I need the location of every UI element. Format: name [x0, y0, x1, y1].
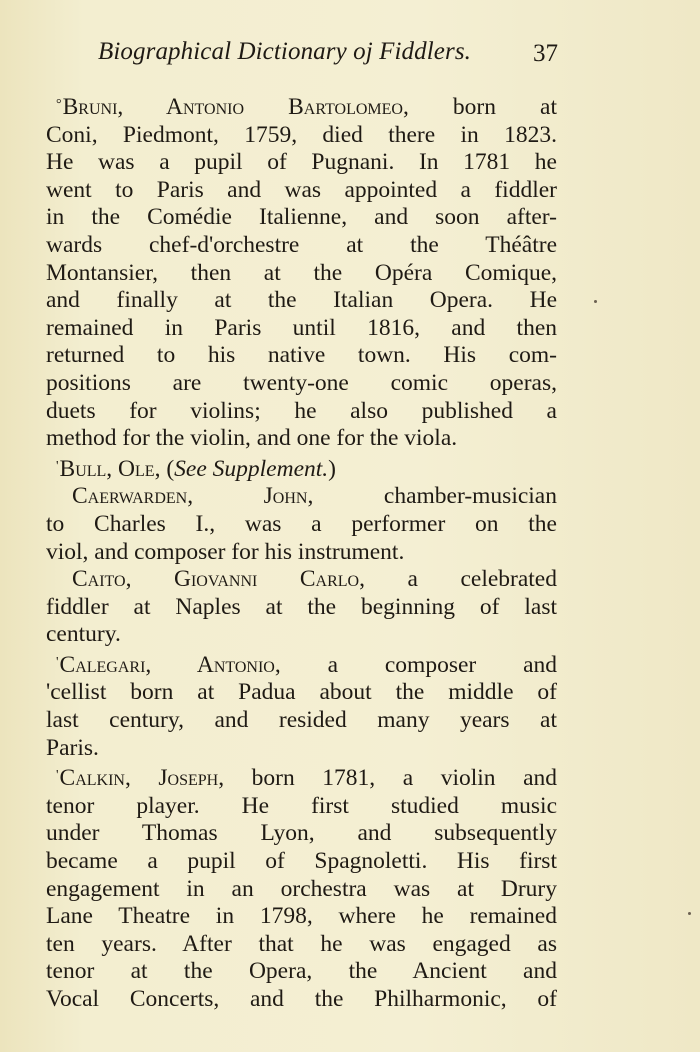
entry-line: duets for violins; he also published a [46, 397, 557, 424]
entry-line: century. [46, 621, 121, 648]
entry-line: returned to his native town. His com- [46, 342, 557, 369]
entry-mark: ° [56, 97, 62, 112]
entry-line: method for the violin, and one for the viola. [46, 425, 458, 452]
entry-line: became a pupil of Spagnoletti. His first [46, 848, 557, 875]
entry-mark: ' [56, 768, 59, 784]
entry-line: Lane Theatre in 1798, where he remained [46, 903, 557, 930]
entry-name-calkin: Calkin, Joseph, [59, 765, 225, 792]
entry-line: to Charles I., was a performer on the [46, 510, 557, 537]
entry-line: viol, and composer for his instrument. [46, 538, 405, 565]
entry-line: wards chef-d'orchestre at the Théâtre [46, 231, 557, 258]
entry-mark: ' [56, 458, 59, 474]
entry-line: engagement in an orchestra was at Drury [46, 875, 557, 902]
entry-line: 'cellist born at Padua about the middle of [46, 679, 557, 706]
entry-bull-line-1: 'Bull, Ole, (See Supplement.) [56, 455, 336, 482]
entry-name-caerwarden: Caerwarden, John, [72, 483, 314, 510]
entry-line: Paris. [46, 734, 99, 761]
entry-line: Coni, Piedmont, 1759, died there in 1823. [46, 121, 557, 148]
entry-line: fiddler at Naples at the beginning of last [46, 593, 557, 620]
entry-calkin-line-1: 'Calkin, Joseph, born 1781, a violin and [56, 765, 558, 792]
entry-line: remained in Paris until 1816, and then [46, 314, 557, 341]
page-header [98, 38, 558, 78]
entry-line: Vocal Concerts, and the Philharmonic, of [46, 986, 557, 1012]
entry-caito-line-1: Caito, Giovanni Carlo, a celebrated [72, 566, 557, 593]
entry-name-caito: Caito, Giovanni Carlo, [72, 566, 365, 593]
entry-calegari-line-1: 'Calegari, Antonio, a composer and [56, 651, 557, 678]
cross-reference: See Supplement. [174, 455, 329, 482]
entry-line: went to Paris and was appointed a fiddler [46, 176, 557, 203]
entry-line: tenor player. He first studied music [46, 792, 557, 819]
page-number: 37 [533, 40, 558, 67]
entry-line: and finally at the Italian Opera. He [46, 287, 557, 314]
dictionary-text [46, 91, 557, 1014]
entry-line: He was a pupil of Pugnani. In 1781 he [46, 149, 557, 176]
entry-line: in the Comédie Italienne, and soon after- [46, 204, 557, 231]
entry-line: last century, and resided many years at [46, 707, 557, 734]
entry-line: ten years. After that he was engaged as [46, 930, 557, 957]
entry-line: under Thomas Lyon, and subsequently [46, 820, 557, 847]
entry-name-calegari: Calegari, Antonio, [59, 651, 281, 678]
entry-mark: ' [56, 654, 59, 670]
entry-name-bull: Bull, Ole, [59, 455, 161, 482]
entry-line: Montansier, then at the Opéra Comique, [46, 259, 557, 286]
entry-line: positions are twenty-one comic operas, [46, 369, 557, 396]
paper-speck [594, 300, 597, 303]
running-title: Biographical Dictionary oj Fiddlers. [98, 38, 472, 65]
paper-speck [688, 912, 691, 915]
entry-line: tenor at the Opera, the Ancient and [46, 958, 557, 985]
entry-bruni-line-1: °Bruni, Antonio Bartolomeo, born at [56, 94, 557, 120]
entry-name-bruni: Bruni, Antonio Bartolomeo, [62, 94, 409, 120]
entry-caerwarden-line-1: Caerwarden, John, chamber-musician [72, 483, 557, 510]
